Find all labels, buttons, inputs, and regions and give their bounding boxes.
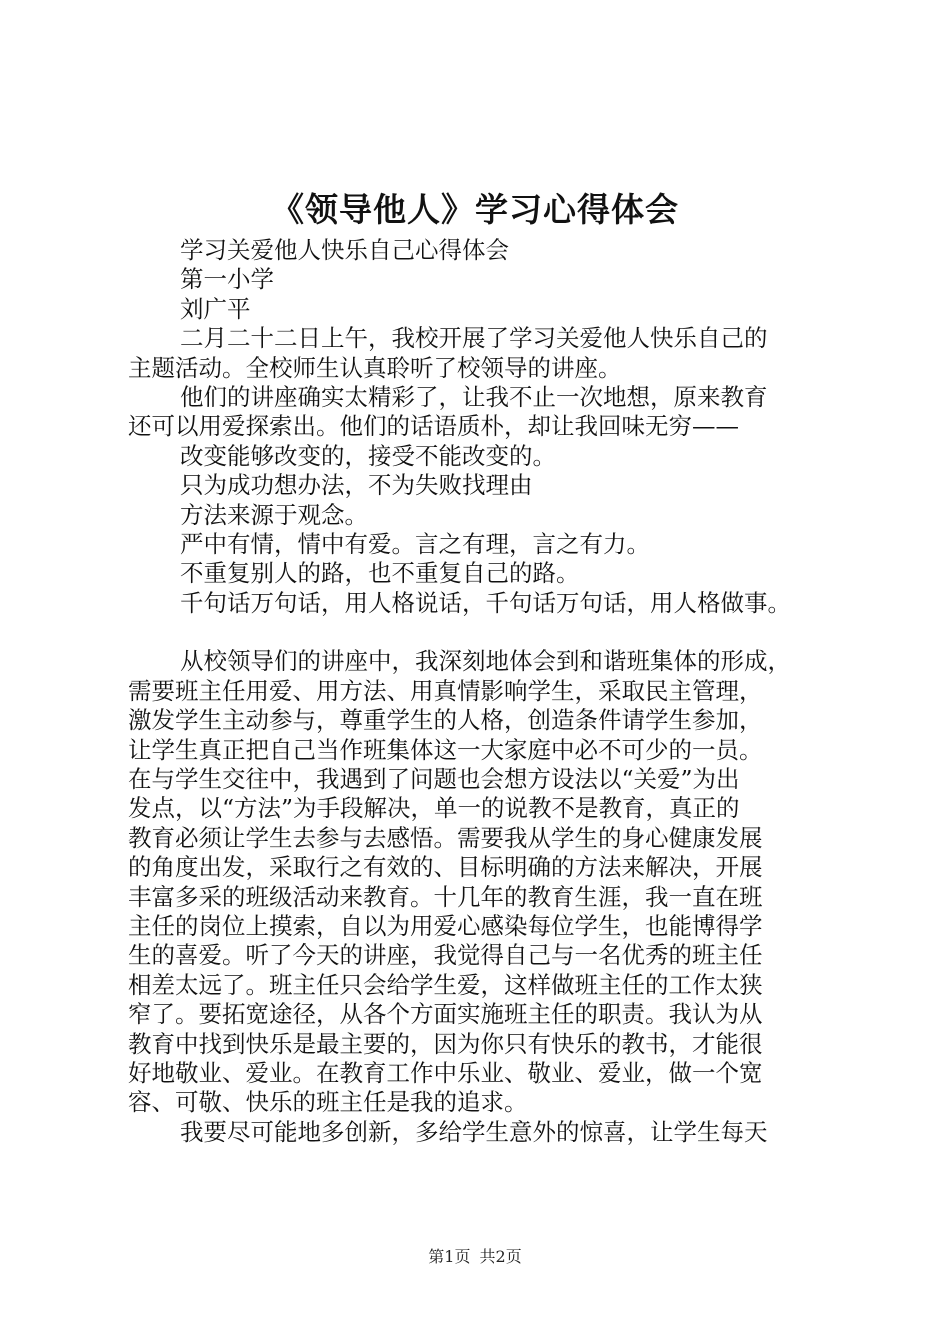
text-line: 窄了。要拓宽途径，从各个方面实施班主任的职责。我认为从: [128, 1000, 763, 1029]
text-line: 教育必须让学生去参与去感悟。需要我从学生的身心健康发展: [128, 823, 763, 852]
text-line: 只为成功想办法，不为失败找理由: [180, 471, 533, 500]
blank-line: [128, 618, 828, 647]
text-line: 的角度出发，采取行之有效的、目标明确的方法来解决，开展: [128, 853, 763, 882]
text-line: 改变能够改变的，接受不能改变的。: [180, 441, 556, 470]
page-footer: [0, 1244, 950, 1267]
text-line: 我要尽可能地多创新，多给学生意外的惊喜，让学生每天: [180, 1117, 768, 1146]
text-line: 不重复别人的路，也不重复自己的路。: [180, 559, 580, 588]
text-line: 激发学生主动参与，尊重学生的人格，创造条件请学生参加，: [128, 706, 763, 735]
text-line: 千句话万句话，用人格说话，千句话万句话，用人格做事。: [180, 588, 791, 617]
page-number-total: 共2页: [479, 1247, 522, 1266]
text-line: 刘广平: [180, 294, 251, 323]
text-line: 容、可敬、快乐的班主任是我的追求。: [128, 1088, 528, 1117]
text-line: 主任的岗位上摸索，自以为用爱心感染每位学生，也能博得学: [128, 911, 763, 940]
text-line: 发点，以“方法”为手段解决，单一的说教不是教育，真正的: [128, 794, 740, 823]
text-line: 主题活动。全校师生认真聆听了校领导的讲座。: [128, 353, 622, 382]
text-line: 丰富多采的班级活动来教育。十几年的教育生涯，我一直在班: [128, 882, 763, 911]
text-line: 生的喜爱。听了今天的讲座，我觉得自己与一名优秀的班主任: [128, 941, 763, 970]
text-line: 学习关爱他人快乐自己心得体会: [180, 236, 509, 264]
text-line: 他们的讲座确实太精彩了，让我不止一次地想，原来教育: [180, 382, 768, 411]
text-line: 严中有情，情中有爱。言之有理，言之有力。: [180, 529, 650, 558]
text-line: 第一小学: [180, 265, 274, 294]
text-line: 需要班主任用爱、用方法、用真情影响学生，采取民主管理，: [128, 676, 763, 705]
text-line: 教育中找到快乐是最主要的，因为你只有快乐的教书，才能很: [128, 1029, 763, 1058]
text-line: 在与学生交往中，我遇到了问题也会想方设法以“关爱”为出: [128, 765, 740, 794]
document-body: [128, 236, 828, 1147]
text-line: 方法来源于观念。: [180, 500, 368, 529]
text-line: 相差太远了。班主任只会给学生爱，这样做班主任的工作太狭: [128, 970, 763, 999]
text-line: 好地敬业、爱业。在教育工作中乐业、敬业、爱业，做一个宽: [128, 1058, 763, 1087]
text-line: 二月二十二日上午，我校开展了学习关爱他人快乐自己的: [180, 324, 768, 353]
text-line: 还可以用爱探索出。他们的话语质朴，却让我回味无穷——: [128, 412, 739, 441]
text-line: 从校领导们的讲座中，我深刻地体会到和谐班集体的形成，: [180, 647, 791, 676]
text-line: 让学生真正把自己当作班集体这一大家庭中必不可少的一员。: [128, 735, 763, 764]
document-title: 《领导他人》学习心得体会: [271, 190, 679, 229]
page-number-current: 第1页: [428, 1247, 471, 1266]
